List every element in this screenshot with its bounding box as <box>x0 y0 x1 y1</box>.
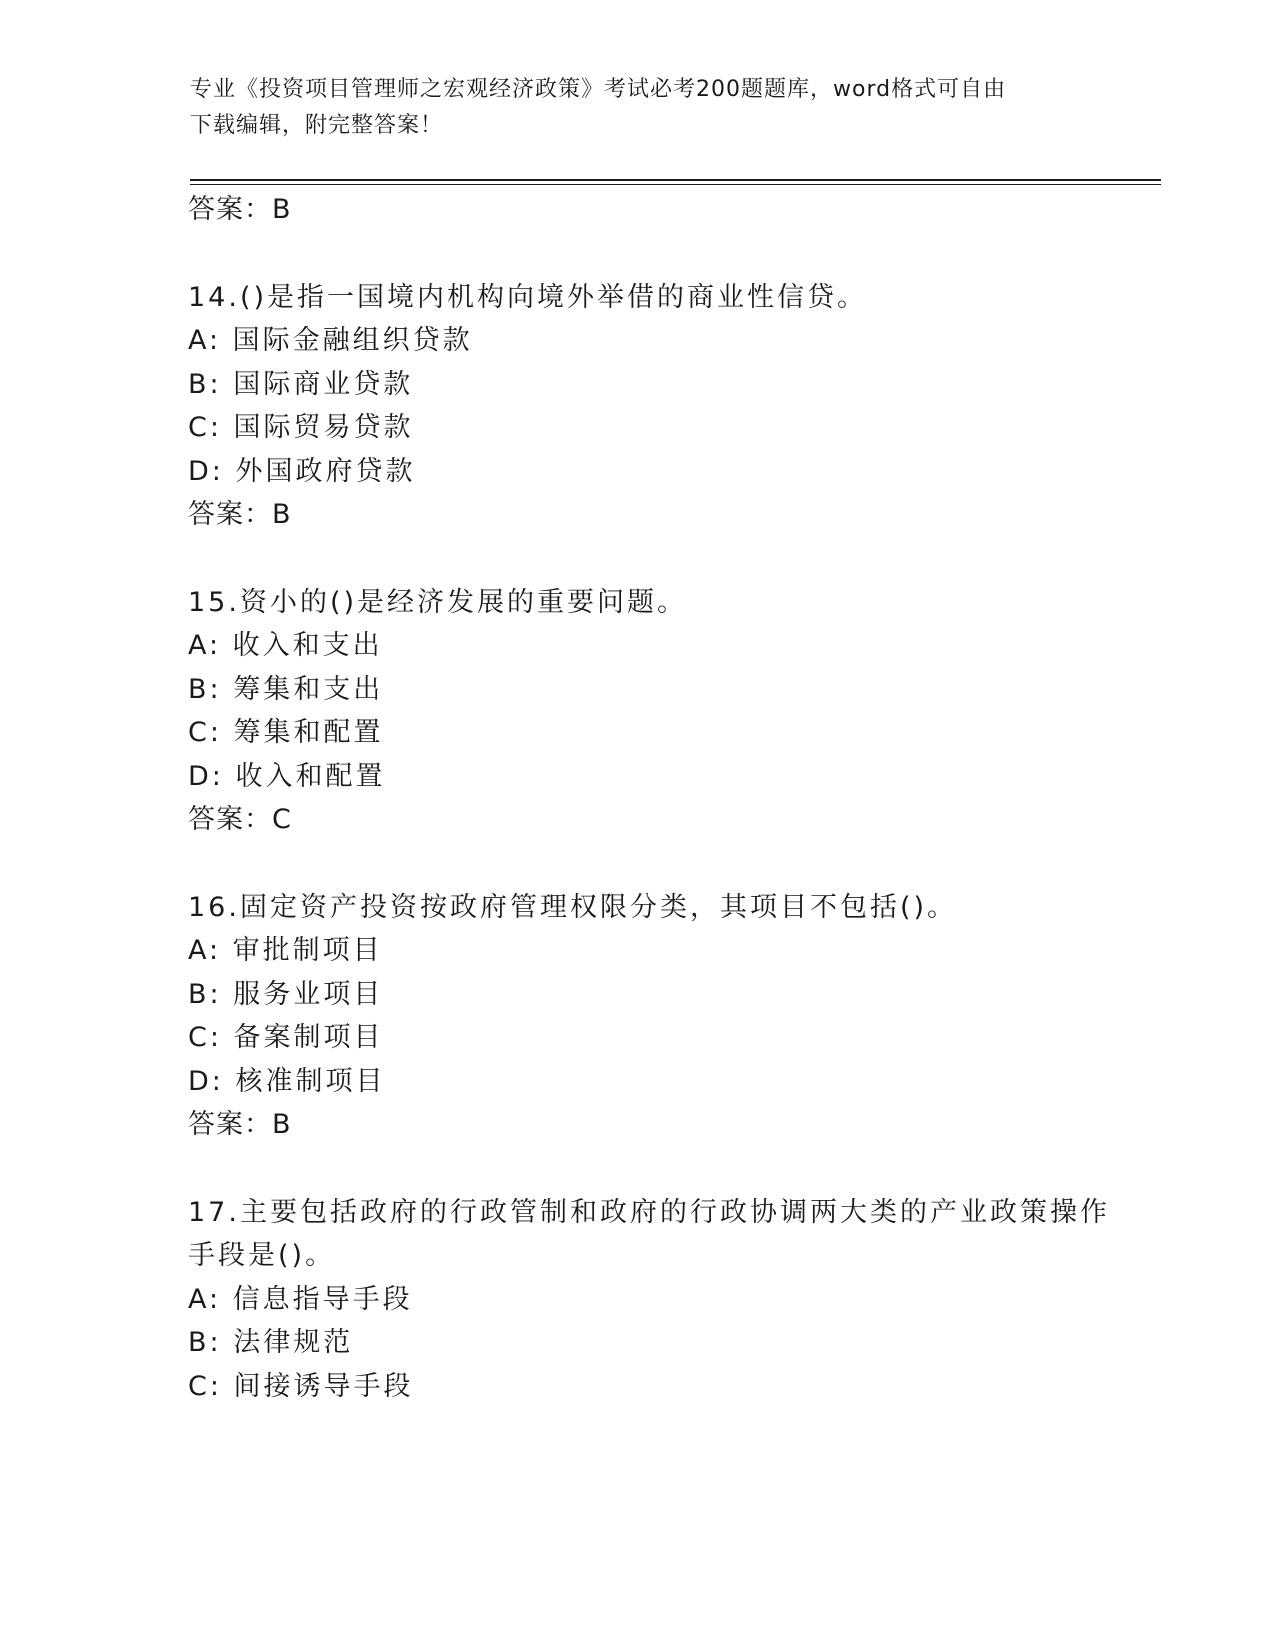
option-b: B: 服务业项目 <box>188 979 384 1010</box>
question-stem: 17.主要包括政府的行政管制和政府的行政协调两大类的产业政策操作 <box>188 1197 1110 1228</box>
option-a: A: 收入和支出 <box>188 630 383 661</box>
answer-line: 答案：B <box>188 499 292 530</box>
question-stem-continued: 手段是()。 <box>188 1240 336 1271</box>
option-c: C: 国际贸易贷款 <box>188 412 414 443</box>
answer-line: 答案：C <box>188 804 292 835</box>
option-a: A: 审批制项目 <box>188 935 383 966</box>
option-a: A: 信息指导手段 <box>188 1284 413 1315</box>
option-c: C: 间接诱导手段 <box>188 1371 414 1402</box>
document-header: 专业《投资项目管理师之宏观经济政策》考试必考200题题库，word格式可自由 下载编辑，附完整答案！ <box>190 77 1007 138</box>
question-stem: 15.资小的()是经济发展的重要问题。 <box>188 587 688 618</box>
option-d: D: 外国政府贷款 <box>188 456 416 487</box>
question-stem: 16.固定资产投资按政府管理权限分类，其项目不包括()。 <box>188 892 958 923</box>
header-divider-thick <box>190 179 1161 181</box>
option-b: B: 筹集和支出 <box>188 674 384 705</box>
answer-line: 答案：B <box>188 1109 292 1140</box>
option-c: C: 备案制项目 <box>188 1022 384 1053</box>
option-a: A: 国际金融组织贷款 <box>188 325 473 356</box>
option-d: D: 核准制项目 <box>188 1066 386 1097</box>
question-stem: 14.()是指一国境内机构向境外举借的商业性信贷。 <box>188 282 868 313</box>
header-divider-thin <box>190 184 1161 185</box>
option-c: C: 筹集和配置 <box>188 717 384 748</box>
option-b: B: 国际商业贷款 <box>188 369 414 400</box>
option-b: B: 法律规范 <box>188 1327 354 1358</box>
answer-line: 答案：B <box>188 194 292 225</box>
option-d: D: 收入和配置 <box>188 761 386 792</box>
